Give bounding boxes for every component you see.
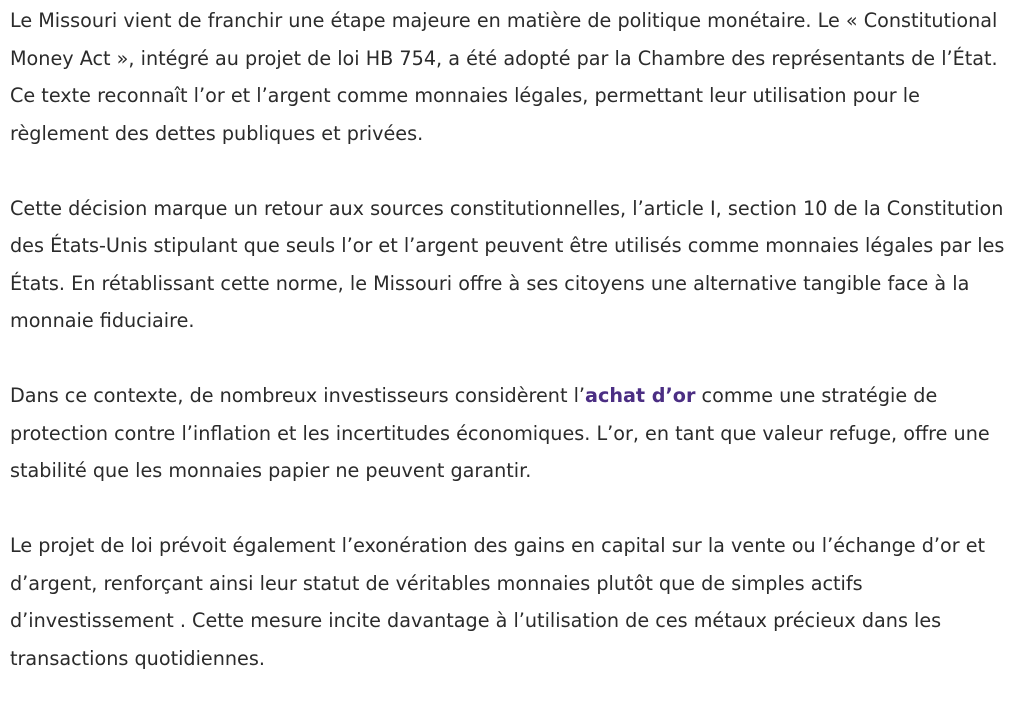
paragraph-investors-tail: comme une stratégie de protection contre l’inflation et les incertitudes économiques. L’or, en tant que valeur refuge, offre une stabilité que les monnaies papier ne peuvent garantir. <box>10 384 990 482</box>
paragraph-capital-gains: Le projet de loi prévoit également l’exonération des gains en capital sur la vente ou l’échange d’or et d’argent, renforçant ainsi leur statut de véritables monnaies plutôt que de simples actifs d’investissement . Cette mesure incite davantage à l’utilisation de ces métaux précieux dans les transactions quotidiennes. <box>10 534 986 670</box>
paragraph-constitution: Cette décision marque un retour aux sources constitutionnelles, l’article I, section 10 de la Constitution des États-Unis stipulant que seuls l’or et l’argent peuvent être utilisés comme monnaies légales par les États. En rétablissant cette norme, le Missouri offre à ses citoyens une alternative tangible face à la monnaie fiduciaire. <box>10 196 1005 332</box>
article-body <box>10 2 1022 677</box>
paragraph-investors-lead: Dans ce contexte, de nombreux investisseurs considèrent l’ <box>10 384 585 407</box>
paragraph-missouri-act: Le Missouri vient de franchir une étape majeure en matière de politique monétaire. Le « Constitutional Money Act », intégré au projet de loi HB 754, a été adopté par la Chambre des représentants de l’État. Ce texte reconnaît l’or et l’argent comme monnaies légales, permettant leur utilisation pour le règlement des dettes publiques et privées. <box>10 9 998 145</box>
achat-or-link[interactable]: achat d’or <box>585 384 696 407</box>
paragraph-investors <box>10 377 1022 490</box>
